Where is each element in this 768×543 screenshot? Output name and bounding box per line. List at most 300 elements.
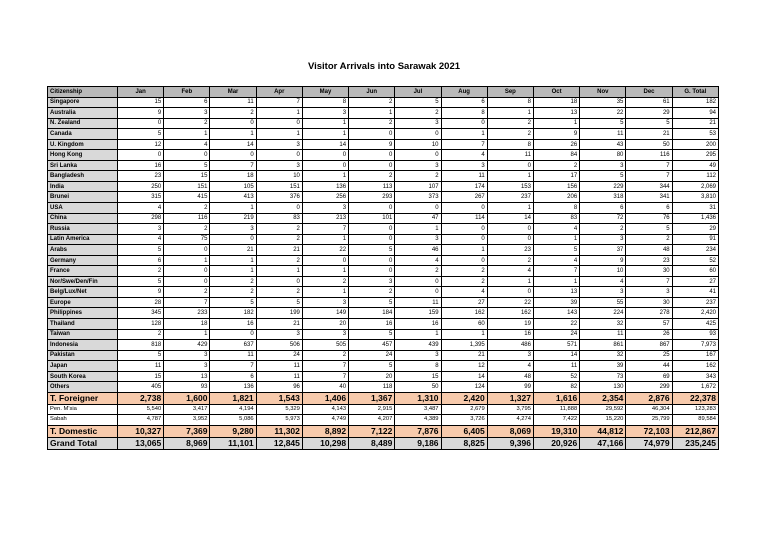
column-header: Feb [164, 87, 210, 98]
table-cell: 5 [349, 361, 395, 372]
table-cell: 6 [118, 255, 164, 266]
table-cell: 486 [487, 340, 533, 351]
table-cell: 11 [395, 297, 441, 308]
table-cell: 13 [164, 371, 210, 382]
table-cell: 46,304 [626, 404, 672, 415]
table-cell: 250 [118, 181, 164, 192]
table-cell: 3 [580, 287, 626, 298]
table-cell: 0 [164, 276, 210, 287]
table-cell: 5 [349, 329, 395, 340]
table-cell: 0 [256, 276, 302, 287]
table-cell: 6 [210, 371, 256, 382]
row-label: Nor/Swe/Den/Fin [48, 276, 118, 287]
plain-total-row [48, 415, 719, 426]
table-cell: 3 [118, 224, 164, 235]
table-cell: 256 [302, 192, 348, 203]
table-cell: 3 [256, 160, 302, 171]
table-cell: 1 [441, 129, 487, 140]
table-cell: 415 [164, 192, 210, 203]
column-header: Sep [487, 87, 533, 98]
table-cell: 2 [441, 266, 487, 277]
table-cell: 3 [626, 287, 672, 298]
table-cell: 10 [395, 139, 441, 150]
table-row [48, 234, 719, 245]
table-cell: 1 [395, 224, 441, 235]
table-cell: 1,327 [487, 392, 533, 404]
table-row [48, 266, 719, 277]
table-cell: 5 [256, 297, 302, 308]
row-label: Thailand [48, 319, 118, 330]
table-cell: 2 [533, 160, 579, 171]
table-cell: 3 [256, 329, 302, 340]
table-cell: 2 [210, 287, 256, 298]
table-cell: 1 [302, 266, 348, 277]
table-cell: 24 [256, 350, 302, 361]
table-cell: 7 [626, 276, 672, 287]
table-cell: 224 [580, 308, 626, 319]
row-label: T. Domestic [48, 425, 118, 437]
table-cell: 13 [533, 108, 579, 119]
table-cell: 0 [349, 266, 395, 277]
table-cell: 5 [118, 129, 164, 140]
grand-total-row [48, 437, 719, 449]
table-cell: 1,821 [210, 392, 256, 404]
table-cell: 6 [441, 97, 487, 108]
table-cell: 39 [580, 361, 626, 372]
table-cell: 405 [118, 382, 164, 393]
table-cell: 6 [626, 203, 672, 214]
table-cell: 3,726 [441, 415, 487, 426]
table-cell: 0 [210, 329, 256, 340]
table-cell: 4,787 [118, 415, 164, 426]
table-cell: 3 [441, 160, 487, 171]
table-cell: 7 [210, 361, 256, 372]
table-cell: 2 [210, 108, 256, 119]
table-row [48, 371, 719, 382]
table-row [48, 382, 719, 393]
table-cell: 16 [487, 329, 533, 340]
table-cell: 0 [349, 150, 395, 161]
table-cell: 2 [395, 266, 441, 277]
table-cell: 5 [533, 245, 579, 256]
row-label: Brunei [48, 192, 118, 203]
table-cell: 11,302 [256, 425, 302, 437]
table-cell: 8 [441, 108, 487, 119]
table-cell: 93 [164, 382, 210, 393]
table-cell: 5 [118, 245, 164, 256]
table-cell: 39 [533, 297, 579, 308]
row-label: Taiwan [48, 329, 118, 340]
table-cell: 29 [626, 108, 672, 119]
table-cell: 7,122 [349, 425, 395, 437]
table-cell: 229 [580, 181, 626, 192]
table-cell: 1,406 [302, 392, 348, 404]
table-cell: 60 [441, 319, 487, 330]
table-cell: 123,283 [672, 404, 718, 415]
column-header: Apr [256, 87, 302, 98]
table-cell: 8 [395, 361, 441, 372]
table-cell: 7 [302, 371, 348, 382]
table-cell: 1 [164, 329, 210, 340]
table-cell: 4 [441, 150, 487, 161]
table-cell: 9 [580, 255, 626, 266]
table-cell: 2 [256, 234, 302, 245]
table-cell: 136 [302, 181, 348, 192]
table-cell: 5,540 [118, 404, 164, 415]
table-cell: 5,973 [256, 415, 302, 426]
table-cell: 5 [626, 224, 672, 235]
table-cell: 0 [441, 255, 487, 266]
column-header: May [302, 87, 348, 98]
table-cell: 5 [395, 97, 441, 108]
table-cell: 101 [349, 213, 395, 224]
table-cell: 457 [349, 340, 395, 351]
table-cell: 12 [441, 361, 487, 372]
table-cell: 2 [441, 276, 487, 287]
row-label: Belg/Lux/Net [48, 287, 118, 298]
table-cell: 21 [626, 129, 672, 140]
table-cell: 32 [580, 319, 626, 330]
table-cell: 2 [626, 234, 672, 245]
table-cell: 0 [302, 150, 348, 161]
table-cell: 3,487 [395, 404, 441, 415]
table-cell: 3,417 [164, 404, 210, 415]
table-cell: 8,969 [164, 437, 210, 449]
table-cell: 8 [487, 97, 533, 108]
table-cell: 0 [349, 224, 395, 235]
table-cell: 26 [626, 329, 672, 340]
table-row [48, 139, 719, 150]
table-cell: 29,592 [580, 404, 626, 415]
table-cell: 212,867 [672, 425, 718, 437]
table-cell: 57 [626, 319, 672, 330]
table-cell: 14 [302, 139, 348, 150]
table-cell: 3 [302, 108, 348, 119]
table-cell: 11 [533, 361, 579, 372]
table-cell: 4 [487, 266, 533, 277]
table-cell: 19 [487, 319, 533, 330]
table-cell: 1 [210, 129, 256, 140]
table-row [48, 340, 719, 351]
table-cell: 3,810 [672, 192, 718, 203]
table-cell: 11 [210, 350, 256, 361]
table-cell: 818 [118, 340, 164, 351]
table-cell: 2 [118, 266, 164, 277]
table-cell: 3 [164, 108, 210, 119]
table-cell: 14 [441, 371, 487, 382]
table-row [48, 245, 719, 256]
table-cell: 7,973 [672, 340, 718, 351]
table-cell: 94 [672, 108, 718, 119]
table-cell: 15 [164, 171, 210, 182]
table-cell: 99 [487, 382, 533, 393]
table-cell: 5 [580, 118, 626, 129]
table-cell: 11,888 [533, 404, 579, 415]
table-cell: 21 [672, 118, 718, 129]
table-cell: 0 [395, 287, 441, 298]
table-cell: 47 [395, 213, 441, 224]
table-cell: 182 [210, 308, 256, 319]
table-cell: 0 [349, 160, 395, 171]
row-label: Australia [48, 108, 118, 119]
table-cell: 14 [533, 350, 579, 361]
column-header: Jun [349, 87, 395, 98]
table-cell: 0 [164, 266, 210, 277]
table-cell: 21 [256, 319, 302, 330]
table-cell: 13 [533, 287, 579, 298]
table-cell: 0 [441, 118, 487, 129]
table-cell: 425 [672, 319, 718, 330]
table-cell: 3 [395, 160, 441, 171]
table-cell: 298 [118, 213, 164, 224]
table-cell: 0 [441, 234, 487, 245]
table-cell: 7 [302, 361, 348, 372]
table-cell: 1 [533, 118, 579, 129]
table-cell: 7,422 [533, 415, 579, 426]
table-cell: 0 [256, 150, 302, 161]
row-label: Others [48, 382, 118, 393]
table-cell: 22 [487, 297, 533, 308]
table-row [48, 181, 719, 192]
table-cell: 14 [487, 213, 533, 224]
table-cell: 167 [672, 350, 718, 361]
row-label: Japan [48, 361, 118, 372]
table-cell: 1 [487, 171, 533, 182]
row-label: Latin America [48, 234, 118, 245]
table-cell: 118 [349, 382, 395, 393]
table-cell: 1 [441, 329, 487, 340]
table-cell: 18 [164, 319, 210, 330]
table-cell: 2,420 [672, 308, 718, 319]
table-cell: 5 [164, 160, 210, 171]
table-cell: 278 [626, 308, 672, 319]
table-cell: 105 [210, 181, 256, 192]
table-row [48, 192, 719, 203]
table-cell: 22 [580, 108, 626, 119]
table-cell: 3,952 [164, 415, 210, 426]
table-cell: 3 [395, 234, 441, 245]
table-cell: 2 [349, 97, 395, 108]
table-cell: 107 [395, 181, 441, 192]
table-cell: 89,584 [672, 415, 718, 426]
table-cell: 206 [533, 192, 579, 203]
table-cell: 18 [210, 171, 256, 182]
table-cell: 7,876 [395, 425, 441, 437]
row-label: Germany [48, 255, 118, 266]
table-cell: 2 [395, 108, 441, 119]
table-cell: 345 [118, 308, 164, 319]
table-cell: 114 [441, 213, 487, 224]
row-label: Sri Lanka [48, 160, 118, 171]
table-cell: 344 [626, 181, 672, 192]
table-cell: 8,825 [441, 437, 487, 449]
table-cell: 9 [533, 129, 579, 140]
visitor-arrivals-table [47, 86, 719, 450]
table-cell: 0 [118, 150, 164, 161]
table-cell: 96 [256, 382, 302, 393]
table-cell: 233 [164, 308, 210, 319]
table-cell: 0 [487, 160, 533, 171]
table-cell: 91 [672, 234, 718, 245]
table-cell: 9,186 [395, 437, 441, 449]
table-cell: 3 [580, 234, 626, 245]
table-cell: 52 [533, 371, 579, 382]
table-cell: 37 [580, 245, 626, 256]
row-label: Hong Kong [48, 150, 118, 161]
table-row [48, 361, 719, 372]
table-cell: 8,489 [349, 437, 395, 449]
table-cell: 11,101 [210, 437, 256, 449]
table-cell: 75 [164, 234, 210, 245]
table-cell: 0 [441, 224, 487, 235]
table-cell: 73 [580, 371, 626, 382]
table-cell: 162 [441, 308, 487, 319]
table-cell: 20 [349, 371, 395, 382]
table-cell: 3 [487, 350, 533, 361]
row-label: USA [48, 203, 118, 214]
row-label: South Korea [48, 371, 118, 382]
column-header: Mar [210, 87, 256, 98]
table-cell: 113 [349, 181, 395, 192]
table-cell: 4 [533, 255, 579, 266]
table-cell: 9 [118, 108, 164, 119]
table-cell: 156 [533, 181, 579, 192]
row-label: Philippines [48, 308, 118, 319]
table-row [48, 203, 719, 214]
table-cell: 21 [210, 245, 256, 256]
table-cell: 55 [580, 297, 626, 308]
table-cell: 26 [533, 139, 579, 150]
table-cell: 0 [487, 234, 533, 245]
row-label: Canada [48, 129, 118, 140]
table-cell: 23 [118, 171, 164, 182]
table-cell: 5 [118, 350, 164, 361]
table-cell: 35 [580, 97, 626, 108]
table-cell: 3 [395, 118, 441, 129]
table-cell: 28 [118, 297, 164, 308]
table-cell: 1 [256, 108, 302, 119]
table-cell: 318 [580, 192, 626, 203]
table-cell: 2 [164, 224, 210, 235]
table-cell: 11 [210, 97, 256, 108]
table-cell: 1,543 [256, 392, 302, 404]
table-cell: 5 [210, 297, 256, 308]
table-row [48, 350, 719, 361]
table-cell: 1 [302, 287, 348, 298]
column-header: Jul [395, 87, 441, 98]
page-title: Visitor Arrivals into Sarawak 2021 [307, 61, 461, 72]
row-label: Pen. M'sia [48, 404, 118, 415]
table-row [48, 213, 719, 224]
table-cell: 234 [672, 245, 718, 256]
table-cell: 116 [164, 213, 210, 224]
row-label: N. Zealand [48, 118, 118, 129]
table-cell: 1 [210, 203, 256, 214]
table-cell: 16 [395, 319, 441, 330]
table-cell: 0 [256, 118, 302, 129]
column-header: Oct [533, 87, 579, 98]
table-cell: 3 [580, 160, 626, 171]
table-cell: 439 [395, 340, 441, 351]
row-label: Pakistan [48, 350, 118, 361]
table-cell: 7 [441, 139, 487, 150]
table-cell: 16 [210, 319, 256, 330]
table-cell: 16 [349, 319, 395, 330]
table-cell: 2 [302, 350, 348, 361]
table-cell: 151 [164, 181, 210, 192]
table-cell: 2 [164, 118, 210, 129]
table-cell: 25,799 [626, 415, 672, 426]
table-cell: 4 [487, 361, 533, 372]
table-cell: 6,405 [441, 425, 487, 437]
table-cell: 22 [302, 245, 348, 256]
table-cell: 7 [302, 224, 348, 235]
table-cell: 162 [487, 308, 533, 319]
table-cell: 0 [441, 203, 487, 214]
table-cell: 1 [164, 129, 210, 140]
table-row [48, 97, 719, 108]
table-cell: 124 [441, 382, 487, 393]
table-cell: 8 [533, 203, 579, 214]
table-cell: 10 [580, 266, 626, 277]
column-header: Jan [118, 87, 164, 98]
table-cell: 16 [118, 160, 164, 171]
table-cell: 3 [302, 329, 348, 340]
table-cell: 2 [302, 276, 348, 287]
table-cell: 13,065 [118, 437, 164, 449]
table-cell: 60 [672, 266, 718, 277]
table-cell: 49 [672, 160, 718, 171]
table-cell: 17 [533, 171, 579, 182]
table-cell: 4 [580, 276, 626, 287]
table-cell: 5,086 [210, 415, 256, 426]
table-cell: 3 [256, 139, 302, 150]
table-cell: 0 [395, 276, 441, 287]
table-cell: 46 [395, 245, 441, 256]
table-cell: 1 [164, 255, 210, 266]
table-cell: 1 [349, 108, 395, 119]
table-cell: 315 [118, 192, 164, 203]
table-cell: 2 [395, 171, 441, 182]
table-cell: 1,616 [533, 392, 579, 404]
table-cell: 0 [210, 150, 256, 161]
table-cell: 48 [626, 245, 672, 256]
table-cell: 1 [487, 276, 533, 287]
table-cell: 11 [256, 361, 302, 372]
table-cell: 1 [487, 203, 533, 214]
table-cell: 10,327 [118, 425, 164, 437]
table-cell: 4 [164, 139, 210, 150]
table-cell: 1 [302, 129, 348, 140]
table-cell: 5 [626, 118, 672, 129]
table-cell: 0 [395, 129, 441, 140]
table-cell: 3 [302, 297, 348, 308]
table-cell: 1,395 [441, 340, 487, 351]
table-cell: 637 [210, 340, 256, 351]
table-cell: 341 [626, 192, 672, 203]
table-cell: 2 [210, 276, 256, 287]
table-cell: 162 [672, 361, 718, 372]
column-header: Citizenship [48, 87, 118, 98]
table-cell: 47,166 [580, 437, 626, 449]
table-cell: 3 [395, 350, 441, 361]
table-cell: 12 [118, 139, 164, 150]
table-cell: 2 [487, 129, 533, 140]
table-cell: 3 [164, 350, 210, 361]
table-cell: 2 [256, 224, 302, 235]
table-cell: 31 [672, 203, 718, 214]
column-header: Nov [580, 87, 626, 98]
